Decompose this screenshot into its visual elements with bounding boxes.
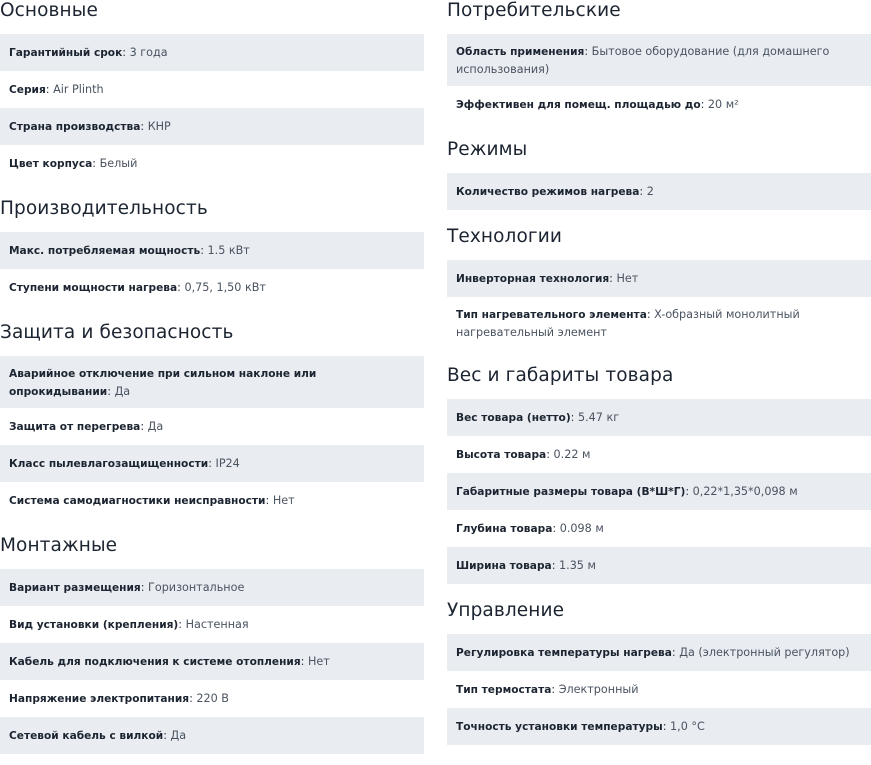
spec-row: Вариант размещения: Горизонтальное (0, 569, 424, 606)
spec-value: Air Plinth (53, 83, 104, 96)
spec-value: 0.22 м (553, 448, 591, 461)
spec-section-consumer (447, 0, 871, 123)
spec-value: IP24 (215, 457, 240, 470)
spec-row: Эффективен для помещ. площадью до: 20 м² (456, 98, 739, 111)
spec-value: 220 В (196, 692, 229, 705)
spec-value: Да (электронный регулятор) (679, 646, 850, 659)
spec-label: Ширина товара (456, 560, 552, 572)
spec-row: Область применения: Бытовое оборудование (для домашнего использования) (447, 34, 871, 86)
spec-label: Область применения (456, 46, 585, 58)
spec-value: Нет (307, 655, 330, 668)
spec-label: Кабель для подключения к системе отопления (9, 656, 301, 668)
section-title: Режимы (447, 139, 528, 160)
spec-value: 3 года (129, 46, 168, 59)
spec-value: 1.35 м (559, 559, 596, 572)
spec-row: Вес товара (нетто): 5.47 кг (447, 399, 871, 436)
spec-value: 0,22*1,35*0,098 м (692, 485, 798, 498)
spec-value: 2 (646, 185, 654, 198)
spec-row: Инверторная технология: Нет (447, 260, 871, 297)
spec-label: Вариант размещения (9, 582, 141, 594)
spec-label: Вес товара (нетто) (456, 412, 571, 424)
section-title: Управление (447, 600, 565, 621)
spec-row: Класс пылевлагозащищенности: IP24 (0, 445, 424, 482)
spec-label: Аварийное отключение при сильном наклоне или опрокидывании (9, 368, 317, 398)
spec-row: Защита от перегрева: Да (9, 420, 164, 433)
spec-value: Да (114, 385, 131, 398)
spec-section-weight-dimensions (447, 365, 871, 584)
section-title: Производительность (0, 198, 208, 219)
spec-section-safety (0, 322, 424, 519)
section-title: Потребительские (447, 0, 621, 21)
spec-value: Электронный (558, 683, 639, 696)
section-title: Вес и габариты товара (447, 365, 674, 386)
spec-label: Регулировка температуры нагрева (456, 647, 672, 659)
spec-row: Тип термостата: Электронный (456, 683, 639, 696)
spec-label: Габаритные размеры товара (В*Ш*Г) (456, 486, 686, 498)
spec-row: Высота товара: 0.22 м (456, 448, 591, 461)
spec-label: Защита от перегрева (9, 421, 141, 433)
spec-label: Ступени мощности нагрева (9, 282, 178, 294)
spec-value: X-образный монолитный нагревательный элемент (456, 308, 800, 339)
spec-label: Серия (9, 84, 46, 96)
spec-row: Кабель для подключения к системе отопления: Нет (0, 643, 424, 680)
spec-value: Нет (616, 272, 639, 285)
spec-row: Сетевой кабель с вилкой: Да (0, 717, 424, 754)
spec-row: Аварийное отключение при сильном наклоне или опрокидывании: Да (0, 356, 424, 408)
spec-label: Количество режимов нагрева (456, 186, 640, 198)
spec-row: Тип нагревательного элемента: X-образный монолитный нагревательный элемент (456, 308, 800, 339)
spec-value: Белый (99, 157, 138, 170)
spec-value: Настенная (185, 618, 249, 631)
spec-label: Гарантийный срок (9, 47, 123, 59)
spec-label: Точность установки температуры (456, 721, 663, 733)
spec-row: Количество режимов нагрева: 2 (447, 173, 871, 210)
spec-label: Цвет корпуса (9, 158, 93, 170)
spec-value: 20 м² (707, 98, 739, 111)
spec-label: Система самодиагностики неисправности (9, 495, 266, 507)
spec-label: Класс пылевлагозащищенности (9, 458, 209, 470)
spec-row: Габаритные размеры товара (В*Ш*Г): 0,22*1,35*0,098 м (447, 473, 871, 510)
spec-section-performance (0, 198, 424, 306)
spec-section-technologies (447, 226, 871, 349)
spec-row: Макс. потребляемая мощность: 1.5 кВт (0, 232, 424, 269)
spec-value: Бытовое оборудование (для домашнего использования) (456, 45, 830, 76)
spec-label: Сетевой кабель с вилкой (9, 730, 164, 742)
spec-row: Ступени мощности нагрева: 0,75, 1,50 кВт (9, 281, 266, 294)
spec-row: Ширина товара: 1.35 м (447, 547, 871, 584)
section-title: Основные (0, 0, 98, 21)
spec-section-main (0, 0, 424, 182)
spec-value: Да (147, 420, 164, 433)
spec-section-mounting (0, 535, 424, 754)
spec-label: Тип термостата (456, 684, 552, 696)
spec-row: Цвет корпуса: Белый (9, 157, 138, 170)
spec-label: Вид установки (крепления) (9, 619, 179, 631)
spec-label: Тип нагревательного элемента (456, 309, 647, 321)
spec-value: 5.47 кг (578, 411, 620, 424)
spec-row: Гарантийный срок: 3 года (0, 34, 424, 71)
spec-label: Страна производства (9, 121, 141, 133)
spec-section-control (447, 600, 871, 745)
spec-value: КНР (147, 120, 171, 133)
spec-row: Напряжение электропитания: 220 В (9, 692, 229, 705)
spec-row: Серия: Air Plinth (9, 83, 104, 96)
spec-row: Вид установки (крепления): Настенная (9, 618, 249, 631)
section-title: Монтажные (0, 535, 118, 556)
spec-label: Высота товара (456, 449, 547, 461)
section-title: Защита и безопасность (0, 322, 234, 343)
spec-value: 1.5 кВт (207, 244, 250, 257)
spec-row: Глубина товара: 0.098 м (456, 522, 604, 535)
specs-column-right (447, 0, 871, 745)
spec-label: Глубина товара (456, 523, 553, 535)
spec-label: Напряжение электропитания (9, 693, 190, 705)
spec-value: Нет (272, 494, 295, 507)
spec-section-modes (447, 139, 871, 210)
spec-value: 0.098 м (559, 522, 604, 535)
spec-value: 0,75, 1,50 кВт (184, 281, 266, 294)
spec-value: 1,0 °C (670, 720, 705, 733)
spec-row: Регулировка температуры нагрева: Да (электронный регулятор) (447, 634, 871, 671)
spec-label: Эффективен для помещ. площадью до (456, 99, 701, 111)
spec-label: Инверторная технология (456, 273, 610, 285)
spec-label: Макс. потребляемая мощность (9, 245, 201, 257)
spec-row: Система самодиагностики неисправности: Нет (9, 494, 295, 507)
spec-row: Страна производства: КНР (0, 108, 424, 145)
section-title: Технологии (447, 226, 562, 247)
spec-value: Да (170, 729, 187, 742)
spec-value: Горизонтальное (148, 581, 245, 594)
spec-row: Точность установки температуры: 1,0 °C (447, 708, 871, 745)
specs-column-left (0, 0, 424, 754)
